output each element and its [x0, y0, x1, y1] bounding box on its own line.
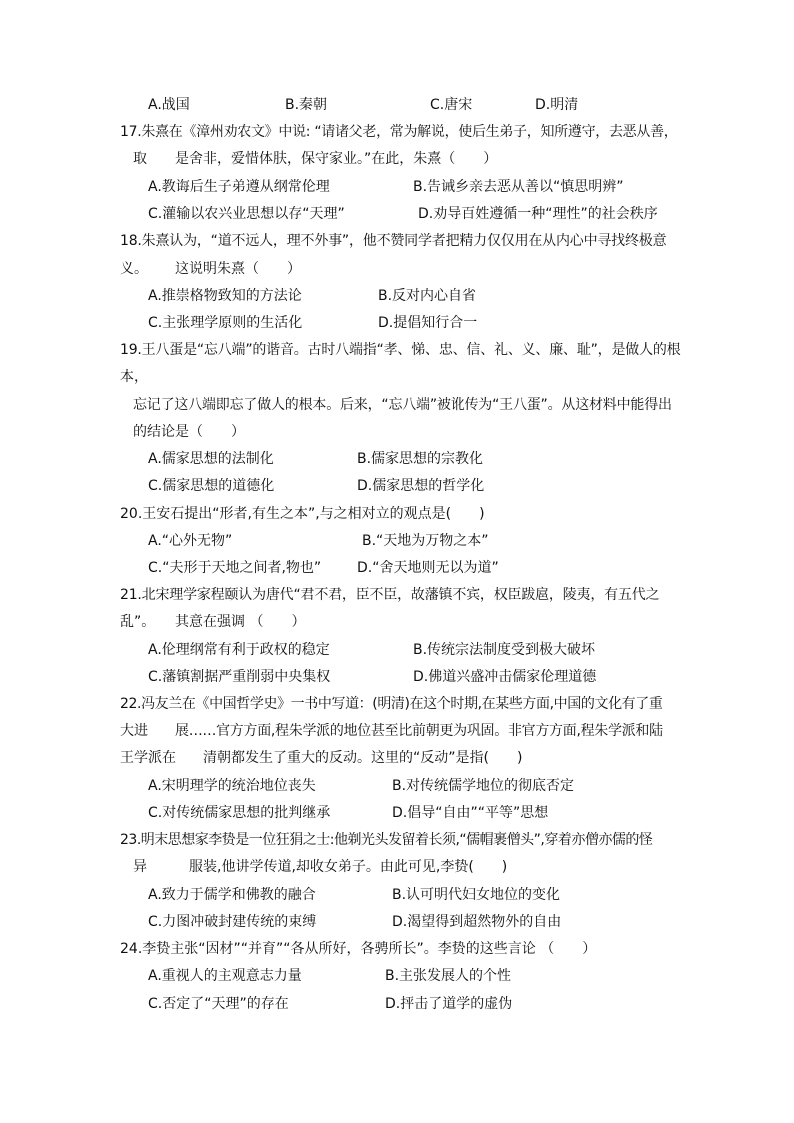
q16-option-c: C.唐宋	[430, 97, 473, 113]
q21-stem-line1: 21.北宋理学家程颐认为唐代“君不君，臣不臣，故藩镇不宾，权臣跋扈，陵夷，有五代之	[120, 587, 660, 603]
q24-option-d: D.抨击了道学的虚伪	[385, 996, 513, 1012]
q17-option-b: B.告诫乡亲去恶从善以“慎思明辨”	[413, 179, 624, 195]
q24-option-a: A.重视人的主观意志力量	[148, 968, 302, 984]
q18-option-a: A.推崇格物致知的方法论	[148, 288, 302, 304]
q16-option-b: B.秦朝	[285, 97, 328, 113]
q17-option-a: A.教诲后生子弟遵从纲常伦理	[148, 179, 330, 195]
q21-option-c: C.藩镇割据严重削弱中央集权	[148, 669, 331, 685]
q23-stem-line2a: 异	[133, 859, 147, 875]
q18-option-d: D.提倡知行合一	[378, 315, 478, 331]
q22-option-a: A.宋明理学的统治地位丧失	[148, 778, 316, 794]
q16-option-d: D.明清	[535, 97, 579, 113]
q20-option-c: C.“夫形于天地之间者,物也”	[148, 560, 322, 576]
q17-option-c: C.灌输以农兴业思想以存“天理”	[148, 206, 345, 222]
q18-stem-line2b: 这说明朱熹（ ）	[175, 261, 301, 277]
q22-option-b: B.对传统儒学地位的彻底否定	[392, 778, 575, 794]
q18-stem-line1: 18.朱熹认为，“道不远人，理不外事”，他不赞同学者把精力仅仅用在从内心中寻找终极意	[120, 233, 667, 249]
q19-stem-line3: 忘记了这八端即忘了做人的根本。后来，“忘八端”被讹传为“王八蛋”。从这材料中能得出	[133, 397, 672, 413]
q22-option-c: C.对传统儒家思想的批判继承	[148, 805, 331, 821]
q24-option-c: C.否定了“天理”的存在	[148, 996, 289, 1012]
q22-stem-line1: 22.冯友兰在《中国哲学史》一书中写道：(明清)在这个时期,在某些方面,中国的文化有了重	[120, 696, 663, 712]
q20-option-b: B.“天地为万物之本”	[362, 533, 489, 549]
q22-stem-line3b: 清朝都发生了重大的反动。这里的“反动”是指( )	[203, 750, 523, 766]
q23-option-b: B.认可明代妇女地位的变化	[392, 887, 561, 903]
q22-stem-line2a: 大进	[120, 723, 148, 739]
q22-stem-line2b: 展……官方方面,程朱学派的地位甚至比前朝更为巩固。非官方方面,程朱学派和陆	[175, 723, 663, 739]
q18-option-c: C.主张理学原则的生活化	[148, 315, 303, 331]
q16-option-a: A.战国	[148, 97, 190, 113]
q23-option-d: D.渴望得到超然物外的自由	[392, 914, 562, 930]
q17-stem-line1: 17.朱熹在《漳州劝农文》中说: “请诸父老，常为解说，使后生弟子，知所遵守，去恶从善，	[120, 124, 678, 140]
q22-stem-line3a: 王学派在	[120, 750, 176, 766]
q23-option-c: C.力图冲破封建传统的束缚	[148, 914, 317, 930]
q18-option-b: B.反对内心自省	[378, 288, 477, 304]
q23-option-a: A.致力于儒学和佛教的融合	[148, 887, 316, 903]
q19-stem-line2: 本，	[120, 369, 148, 385]
q19-stem-line4: 的结论是（ ）	[133, 424, 245, 440]
q17-stem-line2a: 取	[133, 151, 147, 167]
q21-option-a: A.伦理纲常有利于政权的稳定	[148, 642, 330, 658]
q24-option-b: B.主张发展人的个性	[385, 968, 512, 984]
q18-stem-line2a: 义。	[120, 261, 148, 277]
q22-option-d: D.倡导“自由”“平等”思想	[392, 805, 549, 821]
q23-stem-line2b: 服装,他讲学传道,却收女弟子。由此可见,李贽( )	[189, 859, 508, 875]
q17-option-d: D.劝导百姓遵循一种“理性”的社会秩序	[418, 206, 658, 222]
q20-option-a: A.“心外无物”	[148, 533, 233, 549]
q23-stem-line1: 23.明末思想家李贽是一位狂狷之士:他剃光头发留着长须,“儒帽裹僧头”,穿着亦僧亦儒的怪	[120, 832, 653, 848]
q17-stem-line2b: 是舍非，爱惜体肤，保守家业。”在此，朱熹（ ）	[175, 151, 498, 167]
q20-stem-line1: 20.王安石提出“形者,有生之本”,与之相对立的观点是( )	[120, 506, 485, 522]
q24-stem-line1: 24.李贽主张“因材”“并育”“各从所好，各骋所长”。李贽的这些言论 （ ）	[120, 941, 597, 957]
q19-option-b: B.儒家思想的宗教化	[357, 451, 484, 467]
q19-option-d: D.儒家思想的哲学化	[357, 478, 485, 494]
q20-option-d: D.“舍天地则无以为道”	[357, 560, 499, 576]
q19-stem-line1: 19.王八蛋是“忘八端”的谐音。古时八端指“孝、悌、忠、信、礼、义、廉、耻”，是做人的根	[120, 342, 681, 358]
q21-option-d: D.佛道兴盛冲击儒家伦理道德	[413, 669, 597, 685]
q19-option-a: A.儒家思想的法制化	[148, 451, 274, 467]
q21-option-b: B.传统宗法制度受到极大破坏	[413, 642, 596, 658]
q21-stem-line2b: 其意在强调 （ ）	[175, 614, 306, 630]
q21-stem-line2a: 乱”。	[120, 614, 156, 630]
q19-option-c: C.儒家思想的道德化	[148, 478, 275, 494]
